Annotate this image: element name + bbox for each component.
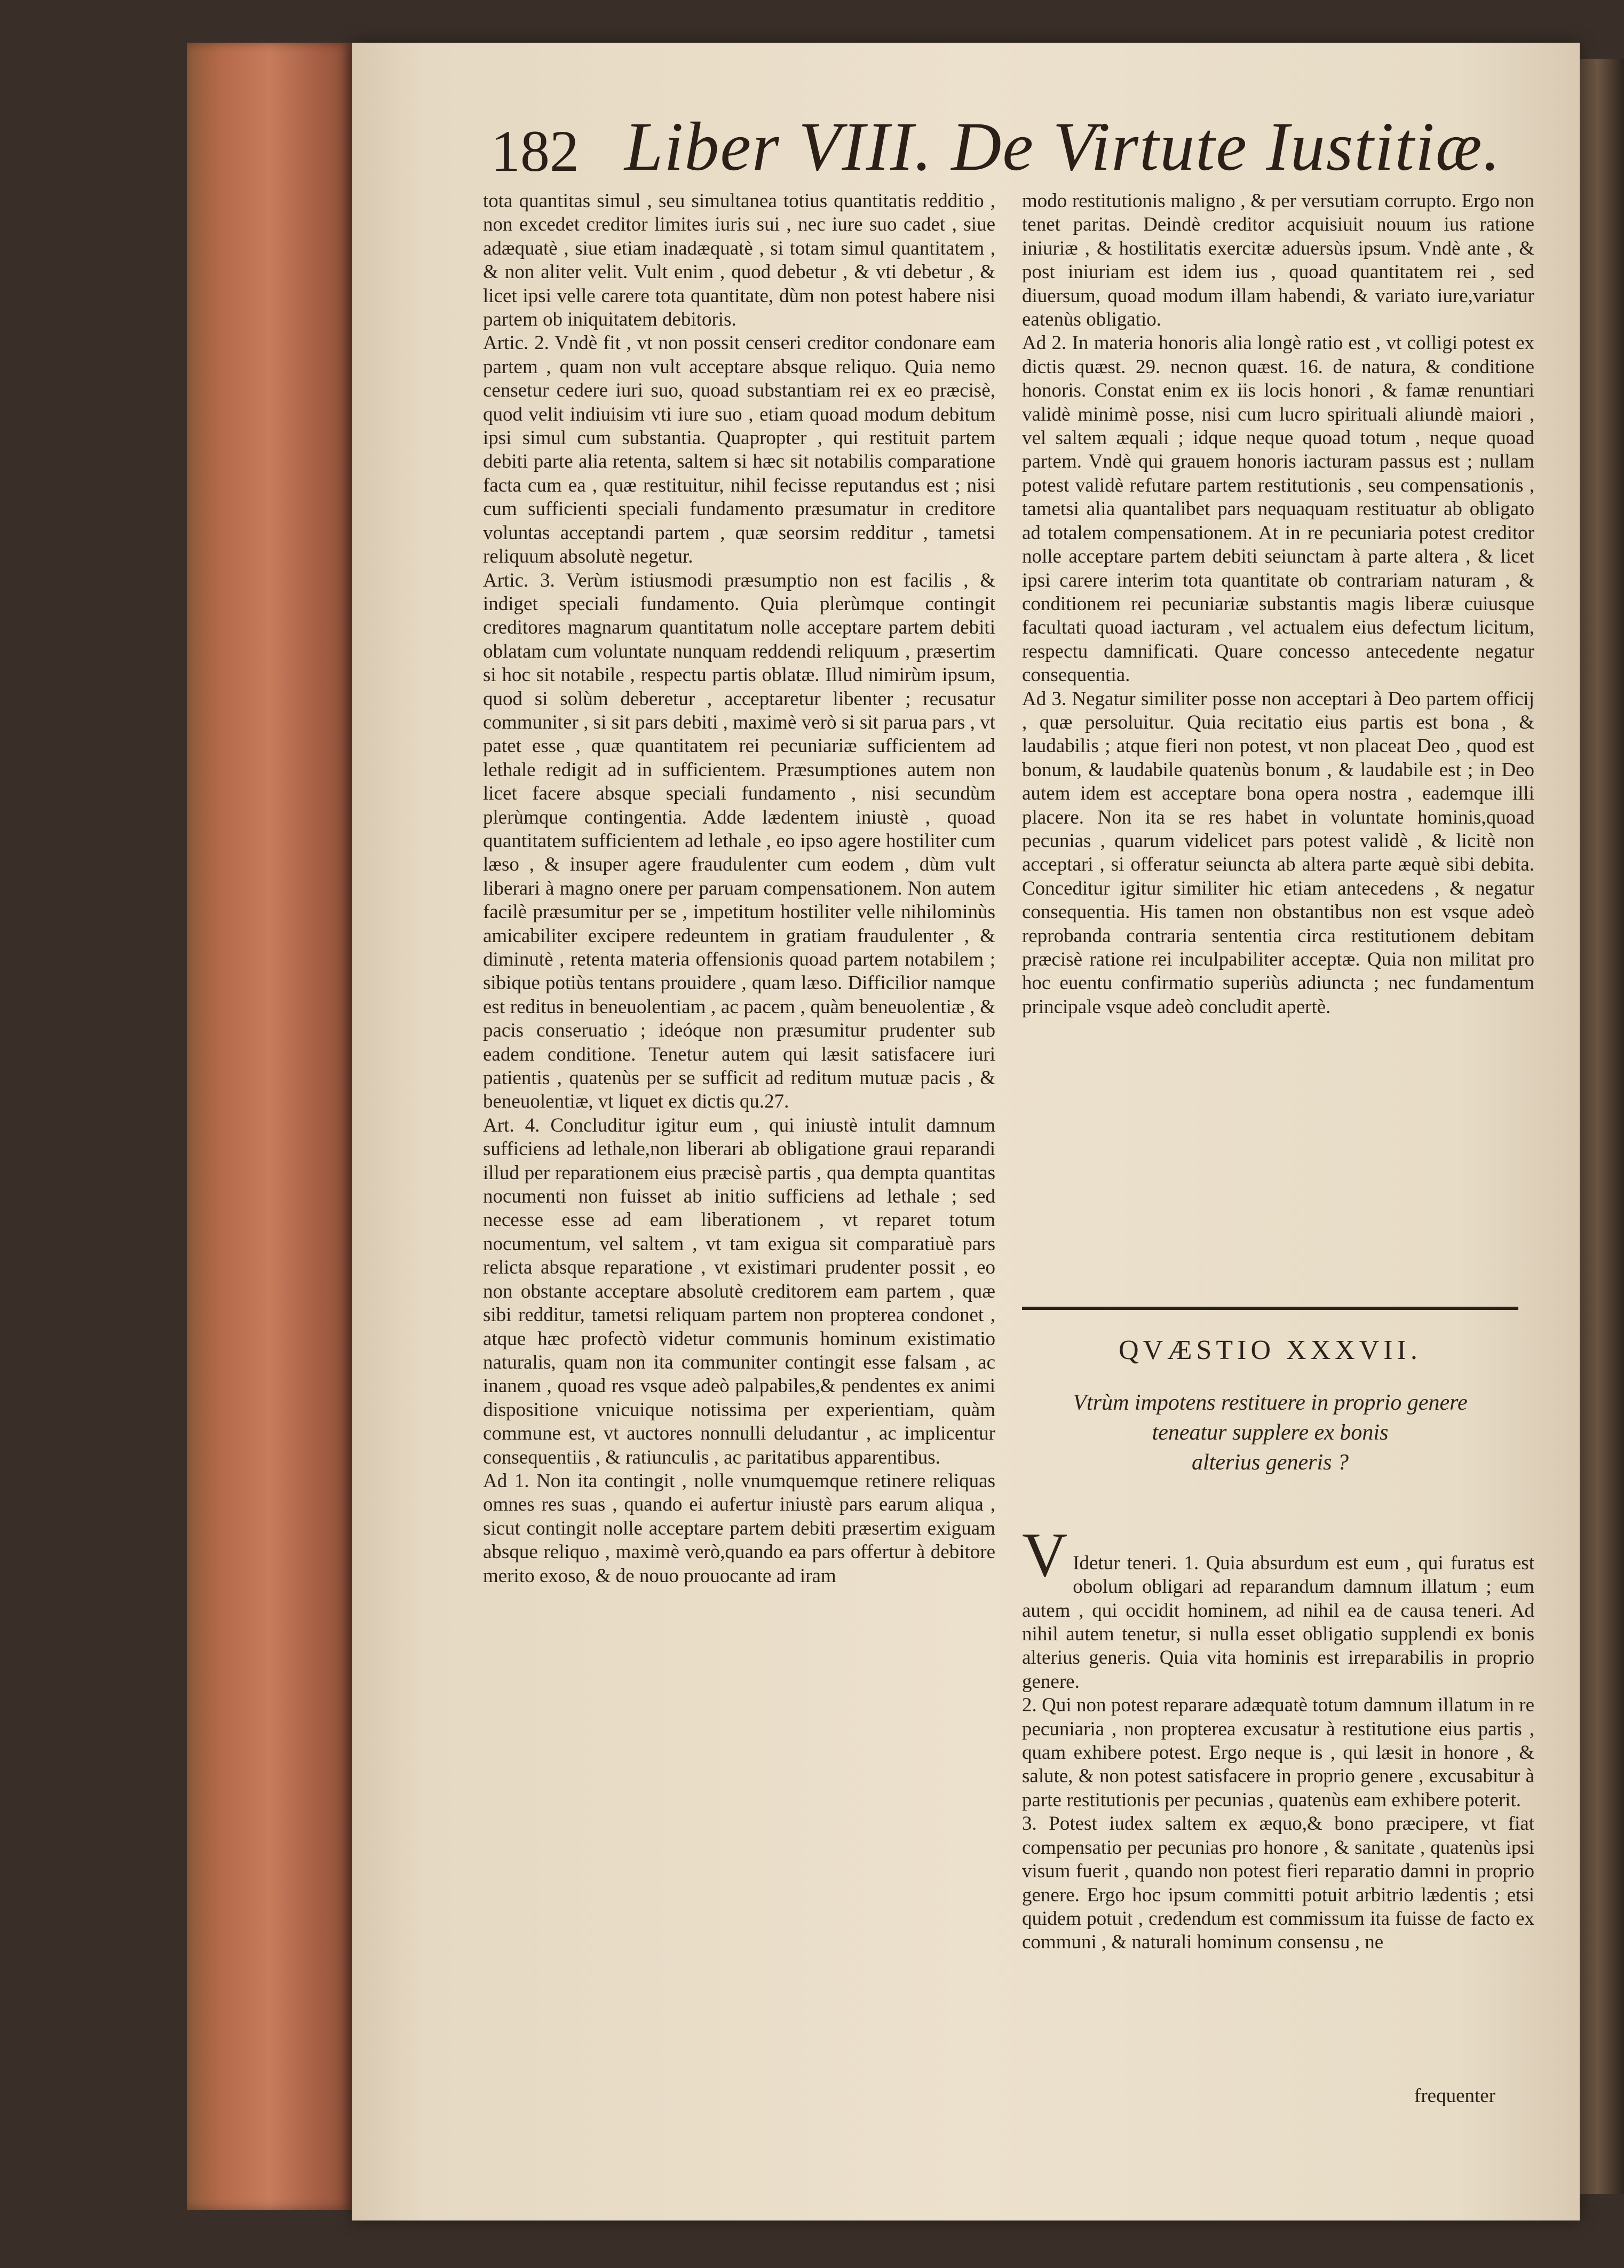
running-title: Liber VIII. De Virtute Iustitiæ. (624, 108, 1502, 185)
facing-page-edge (1580, 59, 1624, 2194)
right-column-text-top: modo restitutionis maligno , & per versutiam corrupto. Ergo non tenet paritas. Deindè creditor acquisiuit nouum ius ratione iniuriæ , & hostilitatis exercitæ aduersùs ipsum. Vndè ante , & post iniuriam est idem ius , quoad quantitatem rei , sed diuersum, quoad modum illam habendi, & variato iure,variatur eatenùs obligatio. Ad 2. In materia honoris alia longè ratio est , vt colligi potest ex dictis quæst. 29. necnon quæst. 16. de natura, & conditione honoris. Constat enim ex iis locis honori , & famæ renuntiari validè minimè posse, nisi cum lucro spirituali aliundè maiori , vel saltem æquali ; idque neque quoad totum , neque quoad partem. Vndè qui grauem honoris iacturam passus est ; nullam potest validè refutare partem restitutionis , seu compensationis , tametsi alia quantalibet pars nequaquam restituatur ab obligato ad totalem compensationem. At in re pecuniaria potest creditor nolle acceptare partem debiti seiunctam à parte altera , & licet ipsi carere interim tota quantitate ob contrariam naturam , & conditionem rei pecuniariæ substantis magis liberæ cuiusque facultati quoad iacturam , vel actualem eius defectum licitum, respectu damnificati. Quare concesso antecedente negatur consequentia. Ad 3. Negatur similiter posse non acceptari à Deo partem officij , quæ persoluitur. Quia recitatio eius partis est bona , & laudabilis ; atque fieri non potest, vt non placeat Deo , quod est bonum, & laudabile quatenùs bonum , & laudabile est ; in Deo autem idem est acceptare bona opera nostra , eademque illi placere. Non ita se res habet in voluntate hominis,quoad pecunias , quarum videlicet pars potest validè , & licitè non acceptari , si offeratur seiuncta ab altera parte æquè sibi debita. Conceditur igitur similiter hic etiam antecedens , & negatur consequentia. His tamen non obstantibus non est vsque adeò reprobanda contraria sententia circa restitutionem debitam præcisè ratione rei inculpabiliter acceptæ. Quia non militat pro hoc euentu confirmatio superiùs adiuncta ; nec fundamentum principale vsque adeò concludit apertè. (1022, 190, 1534, 1018)
catchword: frequenter (1414, 2085, 1496, 2107)
question-title: QVÆSTIO XXXVII. (1119, 1335, 1422, 1365)
page-edge-left (187, 43, 352, 2210)
page-header (491, 107, 1505, 187)
question-remaining-paragraphs: 2. Qui non potest reparare adæquatè totum damnum illatum in re pecuniaria , non propterea excusatur à restitutione eius partis , quam exhibere potest. Ergo neque is , qui læsit in honore , & salute, & non potest satisfacere in proprio genere , excusabitur à parte restitutionis per pecunias , quatenùs eam exhibere poterit. 3. Potest iudex saltem ex æquo,& bono præcipere, vt fiat compensatio per pecunias pro honore , & sanitate , quatenùs ipsi visum fuerit , quando non potest fieri reparatio damni in proprio genere. Ergo hoc ipsum committi potuit arbitrio lædentis ; etsi quidem potuit , credendum est commissum ita fuisse de facto ex communi , & naturali hominum consensu , ne (1022, 1694, 1534, 1954)
question-first-paragraph: Idetur teneri. 1. Quia absurdum est eum , qui furatus est obolum obligari ad reparandum damnum illatum ; eum autem , qui occidit hominem, ad nihil ea de causa teneri. Ad nihil autem tenetur, si nulla esset obligatio supplendi ex bonis alterius generis. Quia vita hominis est irreparabilis in proprio genere. (1022, 1552, 1534, 1693)
left-column-text: tota quantitas simul , seu simultanea totius quantitatis redditio , non excedet creditor limites iuris sui , nec iure suo cadet , siue adæquatè , siue etiam inadæquatè , si totam simul quantitatem , & non aliter velit. Vult enim , quod debetur , & vti debetur , & licet ipsi velle carere tota quantitate, dùm non potest habere nisi partem ob iniquitatem debitoris. Artic. 2. Vndè fit , vt non possit censeri creditor condonare eam partem , quam non vult acceptare absque reliquo. Quia nemo censetur cedere iuri suo, quoad substantiam rei ex eo præcisè, quod velit indiuisim vti iure suo , etiam quoad modum debitum ipsi simul cum substantia. Quapropter , qui restituit partem debiti parte alia retenta, saltem si hæc sit notabilis comparatione facta cum ea , quæ restituitur, nihil fecisse reputandus est ; nisi cum sufficienti speciali fundamento præsumatur in creditore voluntas acceptandi partem , quæ seorsim redditur , tametsi reliquum absolutè negetur. Artic. 3. Verùm istiusmodi præsumptio non est facilis , & indiget speciali fundamento. Quia plerùmque contingit creditores magnarum quantitatum nolle acceptare partem debiti oblatam cum voluntate nunquam reddendi reliquum , præsertim si hoc sit notabile , respectu partis oblatæ. Illud nimirùm ipsum, quod si solùm deberetur , acceptaretur libenter ; recusatur communiter , si sit pars debiti , maximè verò si sit parua pars , vt patet esse , quæ quantitatem rei pecuniariæ sufficientem ad lethale redigit ad in sufficientem. Præsumptiones autem non licet facere absque speciali fundamento , nisi secundùm plerùmque contingentia. Adde lædentem iniustè , quoad quantitatem sufficientem ad lethale , eo ipso agere hostiliter cum læso , & insuper agere fraudulenter cum eodem , dùm vult liberari à magno onere per paruam compensationem. Non autem facilè præsumitur per se , impetitum hostiliter velle nihilominùs amicabiliter excipere redeuntem in gratiam fraudulenter , & diminutè , retenta materia offensionis quoad partem notabilem ; sibique potiùs tentans prouidere , quam læso. Difficilior namque est reditus in beneuolentiam , ac pacem , quàm beneuolentiæ , & pacis conseruatio ; ideóque non præsumitur prudenter sub eadem conditione. Tenetur autem qui læsit satisfacere iuri patientis , quatenùs per se sufficit ad reditum mutuæ pacis , & beneuolentiæ, vt liquet ex dictis qu.27. Art. 4. Concluditur igitur eum , qui iniustè intulit damnum sufficiens ad lethale,non liberari ab obligatione graui reparandi illud per reparationem eius præcisè partis , qua dempta quantitas nocumenti non fuisset ab initio sufficiens ad lethale ; sed necesse esse ad eam liberationem , vt reparet totum nocumentum, vel saltem , vt tam exigua sit comparatiuè pars relicta absque reparatione , vt existimari prudenter possit , eo non obstante acceptare absolutè creditorem eam partem , quæ sibi redditur, tametsi reliquam partem non propterea condonet , atque hæc profectò videtur communis hominum existimatio naturalis, quam non ita communiter contingit esse falsam , ac inanem , quoad res vsque adeò palpabiles,& pendentes ex animi dispositione vnicuique notissima per experientiam, quàm commune est, vt auctores nonnulli deludantur , ac implicentur consequentiis , & ratiunculis , ac paritatibus apparentibus. Ad 1. Non ita contingit , nolle vnumquemque retinere reliquas omnes res suas , quando ei aufertur iniustè pars earum aliqua , sicut contingit nolle acceptare partem debiti præsertim exiguam absque reliquo , maximè verò,quando ea pars offertur à debitore merito exoso, & de nouo prouocante ad iram (483, 190, 995, 1587)
right-column-text-bottom (1022, 1504, 1534, 2070)
section-divider (1022, 1307, 1518, 1310)
page-number: 182 (491, 118, 579, 184)
drop-cap: V (1022, 1520, 1068, 1590)
question-subtitle: Vtrùm impotens restituere in proprio genere teneatur supplere ex bonis alterius generis ? (1073, 1390, 1468, 1475)
